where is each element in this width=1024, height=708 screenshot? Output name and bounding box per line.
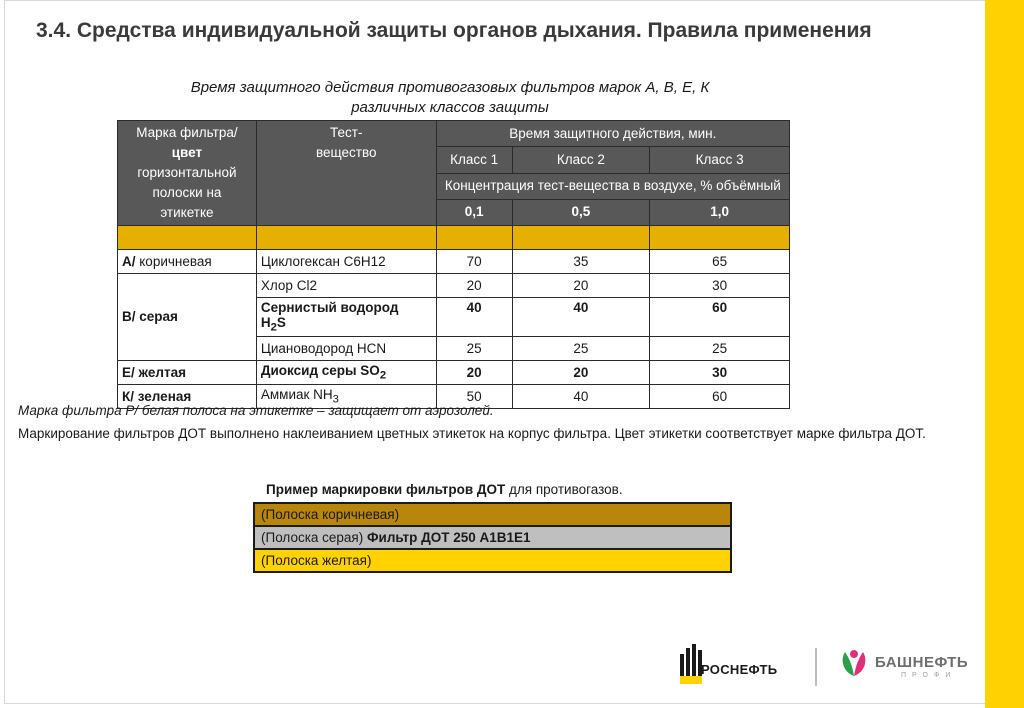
stripe-brown: (Полоска коричневая)	[254, 503, 731, 526]
value-cell: 60	[650, 384, 790, 408]
example-title: Пример маркировки фильтров ДОТ для противогазов.	[266, 482, 623, 497]
header-substance: Тест- вещество	[256, 121, 436, 226]
filter-table	[117, 120, 790, 409]
accent-side-bar	[985, 0, 1024, 708]
value-cell: 25	[436, 336, 512, 360]
value-cell: 40	[512, 298, 650, 337]
substance-cell: Циановодород HCN	[256, 336, 436, 360]
value-cell: 50	[436, 384, 512, 408]
table-row	[118, 274, 790, 298]
table-caption	[100, 78, 800, 118]
mark-cell: В/ серая	[118, 274, 257, 361]
header-conc-2: 0,5	[512, 199, 650, 225]
stripe-yellow: (Полоска желтая)	[254, 549, 731, 572]
mark-cell: А/ коричневая	[118, 250, 257, 274]
substance-cell: Аммиак $NH_3$	[256, 384, 436, 408]
header-concentration: Концентрация тест-вещества в воздухе, % объёмный	[436, 173, 789, 199]
header-class-2: Класс 2	[512, 147, 650, 173]
value-cell: 40	[436, 298, 512, 337]
value-cell: 60	[650, 298, 790, 337]
table-row	[118, 250, 790, 274]
bashneft-logo-icon	[837, 646, 871, 680]
note-aerosol: Марка фильтра Р/ белая полоса на этикетке – защищает от аэрозолей.	[18, 403, 494, 418]
stripe-gray: (Полоска серая) Фильтр ДОТ 250 А1В1Е1	[254, 526, 731, 549]
value-cell: 65	[650, 250, 790, 274]
header-divider	[118, 226, 790, 250]
caption-line-2: различных классов защиты	[351, 99, 549, 116]
header-conc-3: 1,0	[650, 199, 790, 225]
footer-logos	[665, 640, 975, 690]
note-marking: Маркирование фильтров ДОТ выполнено наклеиванием цветных этикеток на корпус фильтра. Цвет этикетки соответствует марке фильтра ДОТ.	[18, 426, 926, 441]
bashneft-subtitle: ПРОФИ	[901, 672, 957, 679]
slide-title: 3.4. Средства индивидуальной защиты органов дыхания. Правила применения	[36, 19, 872, 42]
logo-separator	[815, 648, 817, 686]
value-cell: 25	[650, 336, 790, 360]
value-cell: 30	[650, 360, 790, 384]
caption-line-1: Время защитного действия противогазовых фильтров марок А, В, Е, К	[190, 79, 710, 96]
header-class-3: Класс 3	[650, 147, 790, 173]
bashneft-wordmark: БАШНЕФТЬ	[875, 654, 969, 671]
header-class-1: Класс 1	[436, 147, 512, 173]
value-cell: 20	[436, 274, 512, 298]
value-cell: 20	[512, 360, 650, 384]
mark-cell: К/ зеленая	[118, 384, 257, 408]
value-cell: 70	[436, 250, 512, 274]
substance-cell: Циклогексан С6Н12	[256, 250, 436, 274]
value-cell: 25	[512, 336, 650, 360]
substance-cell: Хлор Cl2	[256, 274, 436, 298]
header-time: Время защитного действия, мин.	[436, 121, 789, 147]
value-cell: 35	[512, 250, 650, 274]
value-cell: 20	[436, 360, 512, 384]
marking-example-table	[253, 502, 732, 573]
header-conc-1: 0,1	[436, 199, 512, 225]
table-row	[118, 360, 790, 384]
header-mark: Марка фильтра/ цвет горизонтальной полоски на этикетке	[118, 121, 257, 226]
substance-cell: Сернистый водород $H_2S$	[256, 298, 436, 337]
rosneft-wordmark: РОСНЕФТЬ	[701, 662, 778, 677]
value-cell: 40	[512, 384, 650, 408]
substance-cell: Диоксид серы $SO_2$	[256, 360, 436, 384]
mark-cell: Е/ желтая	[118, 360, 257, 384]
value-cell: 20	[512, 274, 650, 298]
value-cell: 30	[650, 274, 790, 298]
